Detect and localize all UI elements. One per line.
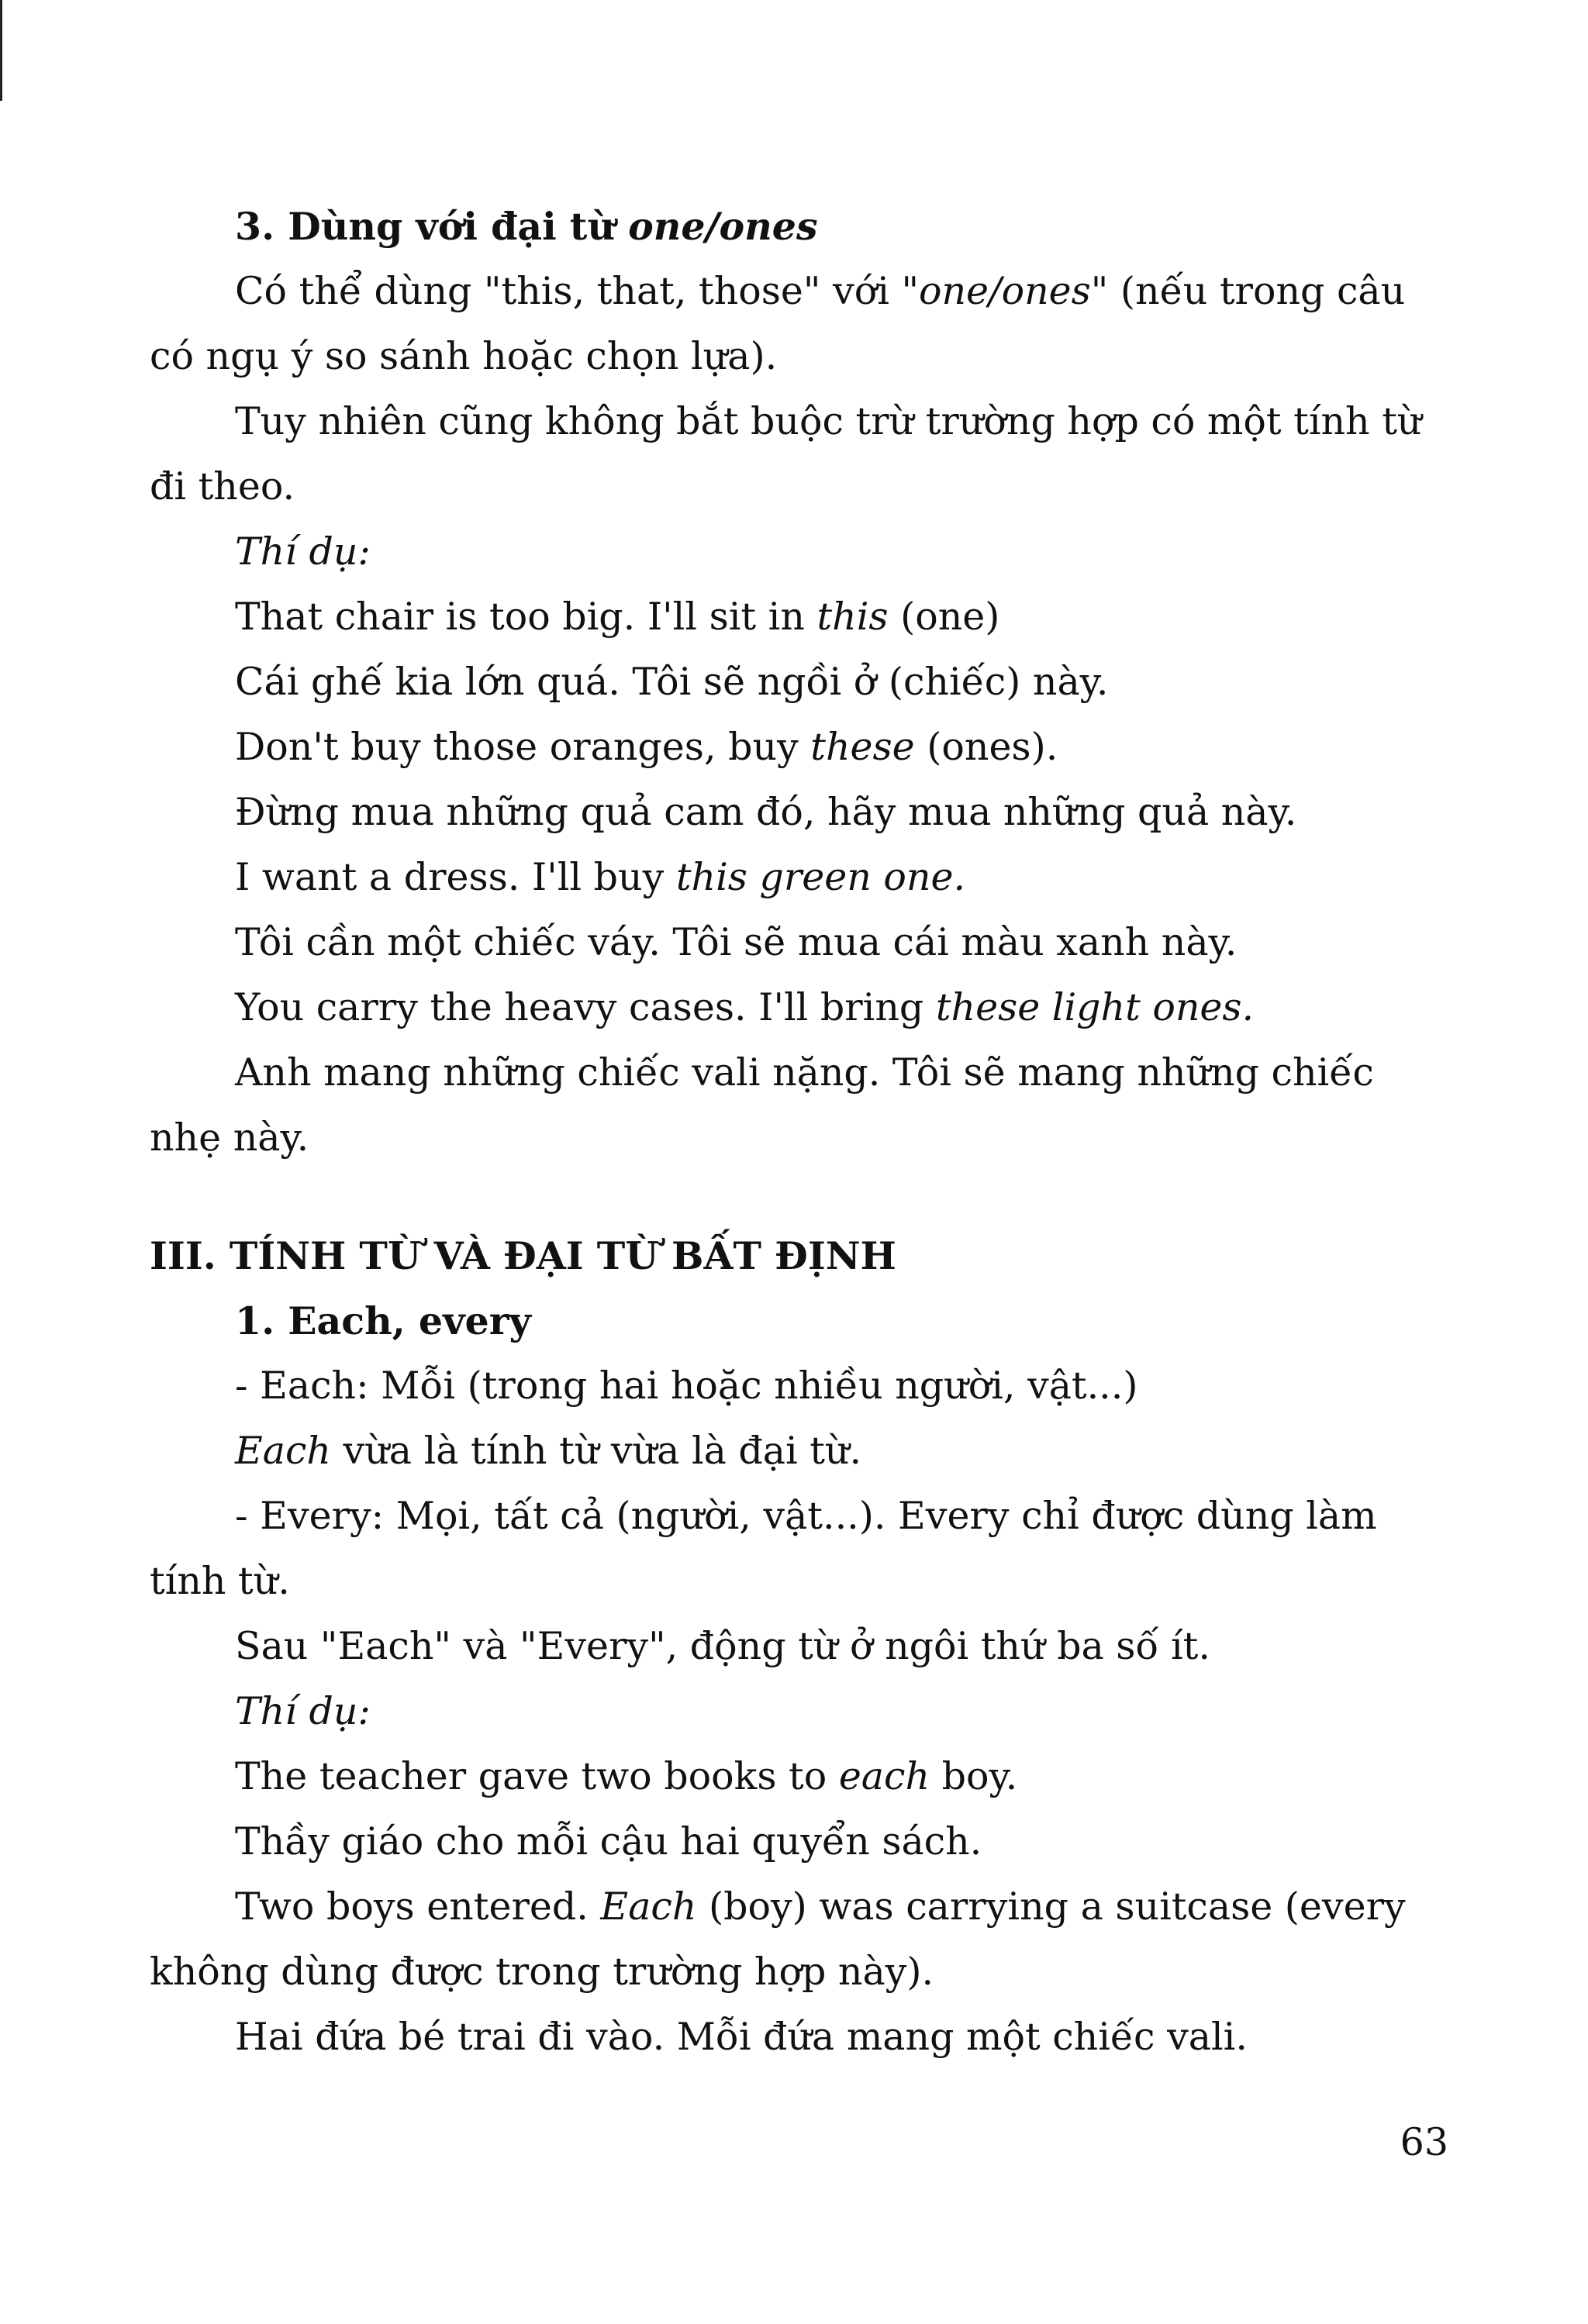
italic-text: these (810, 725, 915, 769)
translation-line: Đừng mua những quả cam đó, hãy mua những quả này. (235, 790, 1297, 834)
definition-line: - Each: Mỗi (trong hai hoặc nhiều người, vật...) (235, 1364, 1138, 1408)
paragraph-line: Tuy nhiên cũng không bắt buộc trừ trường hợp có một tính từ (235, 399, 1422, 443)
paragraph-line: đi theo. (150, 464, 295, 509)
example-line (150, 1744, 1448, 1809)
italic-text: each (838, 1754, 930, 1798)
translation-line: Anh mang những chiếc vali nặng. Tôi sẽ mang những chiếc (235, 1050, 1374, 1095)
text: boy. (930, 1754, 1018, 1798)
example-line (150, 584, 1448, 650)
translation-line: Hai đứa bé trai đi vào. Mỗi đứa mang một chiếc vali. (235, 2015, 1248, 2059)
paragraph-line: có ngụ ý so sánh hoặc chọn lựa). (150, 334, 778, 378)
section-iii-heading: III. TÍNH TỪ VÀ ĐẠI TỪ BẤT ĐỊNH (150, 1233, 896, 1278)
example-label (150, 1679, 1448, 1744)
italic-text: Each (600, 1884, 697, 1929)
example-label-text: Thí dụ: (235, 529, 371, 574)
example-line (150, 715, 1448, 780)
page-edge-mark (0, 0, 2, 101)
italic-text: Each (235, 1429, 331, 1473)
italic-text: this green one. (675, 855, 966, 899)
page-body (150, 194, 1448, 2070)
text: (one) (888, 595, 1000, 639)
translation-line: Thầy giáo cho mỗi cậu hai quyển sách. (235, 1819, 982, 1864)
example-line: không dùng được trong trường hợp này). (150, 1950, 934, 1994)
example-line (150, 1874, 1448, 1940)
example-line (150, 845, 1448, 910)
italic-text: this (816, 595, 889, 639)
definition-line: tính từ. (150, 1559, 290, 1603)
italic-text: one/ones (919, 269, 1091, 313)
section-3-heading (150, 194, 1448, 259)
text: Don't buy those oranges, buy (235, 725, 811, 769)
page-number: 63 (1400, 2120, 1448, 2164)
example-line (150, 975, 1448, 1040)
heading-italic: one/ones (628, 204, 818, 249)
example-label-text: Thí dụ: (235, 1689, 371, 1733)
paragraph-line (150, 1419, 1448, 1484)
text: The teacher gave two books to (235, 1754, 839, 1798)
definition-line: - Every: Mọi, tất cả (người, vật...). Every chỉ được dùng làm (235, 1494, 1377, 1538)
heading-text: 3. Dùng với đại từ (235, 204, 629, 249)
example-label (150, 519, 1448, 584)
text: (boy) was carrying a suitcase (every (696, 1884, 1406, 1929)
translation-line: nhẹ này. (150, 1115, 309, 1160)
rule-line: Sau "Each" và "Every", động từ ở ngôi thứ ba số ít. (235, 1624, 1210, 1668)
translation-line: Cái ghế kia lớn quá. Tôi sẽ ngồi ở (chiếc) này. (235, 660, 1109, 704)
text: I want a dress. I'll buy (235, 855, 676, 899)
text: (ones). (914, 725, 1058, 769)
paragraph-line (150, 259, 1448, 324)
text: " (nếu trong câu (1090, 269, 1406, 313)
translation-line: Tôi cần một chiếc váy. Tôi sẽ mua cái màu xanh này. (235, 920, 1238, 964)
text: You carry the heavy cases. I'll bring (235, 985, 936, 1029)
text: Có thể dùng "this, that, those" với " (235, 269, 919, 313)
text: That chair is too big. I'll sit in (235, 595, 817, 639)
italic-text: these light ones. (935, 985, 1255, 1029)
text: Two boys entered. (235, 1884, 601, 1929)
text: vừa là tính từ vừa là đại từ. (330, 1429, 862, 1473)
subsection-heading: 1. Each, every (235, 1298, 531, 1343)
